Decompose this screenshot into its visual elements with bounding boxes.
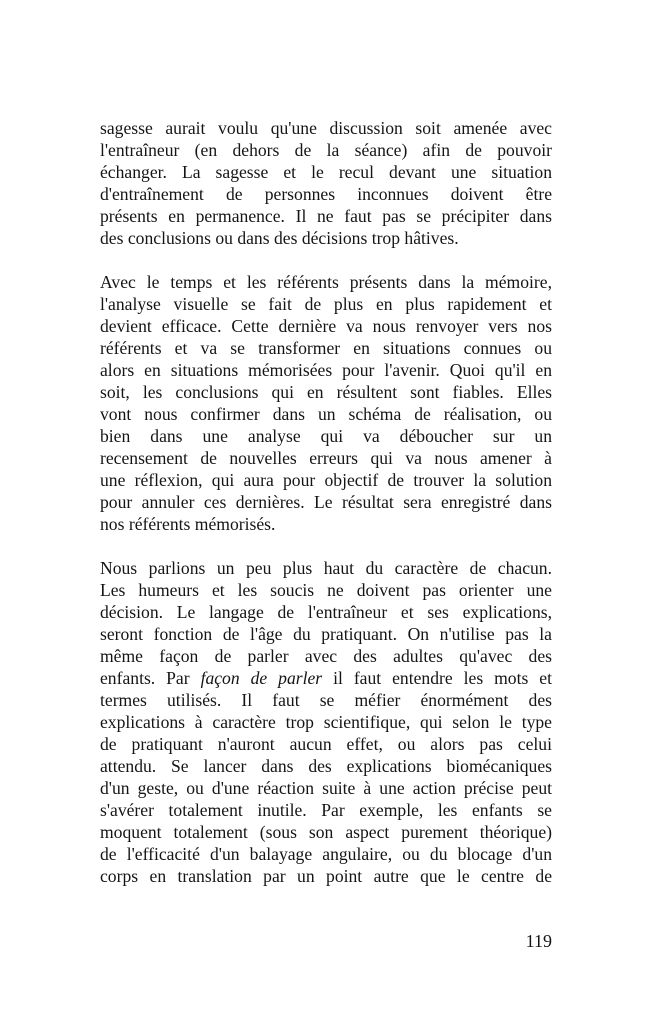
text-line: explications à caractère trop scientifique, qui selon le type — [100, 712, 552, 732]
text-line: référents et va se transformer en situations connues ou — [100, 338, 552, 358]
text-line: moquent totalement (sous son aspect purement théorique) — [100, 822, 552, 842]
text-line: alors en situations mémorisées pour l'avenir. Quoi qu'il en — [100, 360, 552, 380]
text-line: d'un geste, ou d'une réaction suite à une action précise peut — [100, 778, 552, 798]
text-run: il faut entendre les mots et — [322, 668, 552, 688]
text-line: décision. Le langage de l'entraîneur et ses explications, — [100, 602, 552, 622]
page-number: 119 — [525, 931, 552, 951]
text-line: Les humeurs et les soucis ne doivent pas orienter une — [100, 580, 552, 600]
italic-phrase: façon de parler — [200, 668, 323, 688]
paragraph-1 — [100, 117, 552, 249]
text-line: une réflexion, qui aura pour objectif de trouver la solution — [100, 470, 552, 490]
text-line: sagesse aurait voulu qu'une discussion soit amenée avec — [100, 118, 552, 138]
text-line: s'avérer totalement inutile. Par exemple, les enfants se — [100, 800, 552, 820]
text-line: attendu. Se lancer dans des explications biomécaniques — [100, 756, 552, 776]
text-line: vont nous confirmer dans un schéma de réalisation, ou — [100, 404, 552, 424]
text-line: pour annuler ces dernières. Le résultat sera enregistré dans — [100, 492, 552, 512]
paragraph-2 — [100, 271, 552, 535]
text-line: l'analyse visuelle se fait de plus en plus rapidement et — [100, 294, 552, 314]
text-line: nos référents mémorisés. — [100, 514, 276, 534]
text-line: présents en permanence. Il ne faut pas se précipiter dans — [100, 206, 552, 226]
body-text — [100, 117, 552, 909]
text-line: même façon de parler avec des adultes qu'avec des — [100, 646, 552, 666]
text-line: échanger. La sagesse et le recul devant une situation — [100, 162, 552, 182]
text-line: de pratiquant n'auront aucun effet, ou alors pas celui — [100, 734, 552, 754]
text-line: Avec le temps et les référents présents dans la mémoire, — [100, 272, 552, 292]
text-line: soit, les conclusions qui en résultent sont fiables. Elles — [100, 382, 552, 402]
text-line: corps en translation par un point autre que le centre de — [100, 866, 552, 886]
text-line: bien dans une analyse qui va déboucher sur un — [100, 426, 552, 446]
text-line: l'entraîneur (en dehors de la séance) afin de pouvoir — [100, 140, 552, 160]
text-line: d'entraînement de personnes inconnues doivent être — [100, 184, 552, 204]
text-line: Nous parlions un peu plus haut du caractère de chacun. — [100, 558, 552, 578]
text-line: recensement de nouvelles erreurs qui va nous amener à — [100, 448, 552, 468]
text-run: enfants. Par — [100, 668, 201, 688]
paragraph-3 — [100, 557, 552, 887]
text-line: termes utilisés. Il faut se méfier énormément des — [100, 690, 552, 710]
text-line: de l'efficacité d'un balayage angulaire, ou du blocage d'un — [100, 844, 552, 864]
text-line — [100, 667, 552, 689]
text-line: seront fonction de l'âge du pratiquant. On n'utilise pas la — [100, 624, 552, 644]
text-line: devient efficace. Cette dernière va nous renvoyer vers nos — [100, 316, 552, 336]
text-line: des conclusions ou dans des décisions trop hâtives. — [100, 228, 459, 248]
